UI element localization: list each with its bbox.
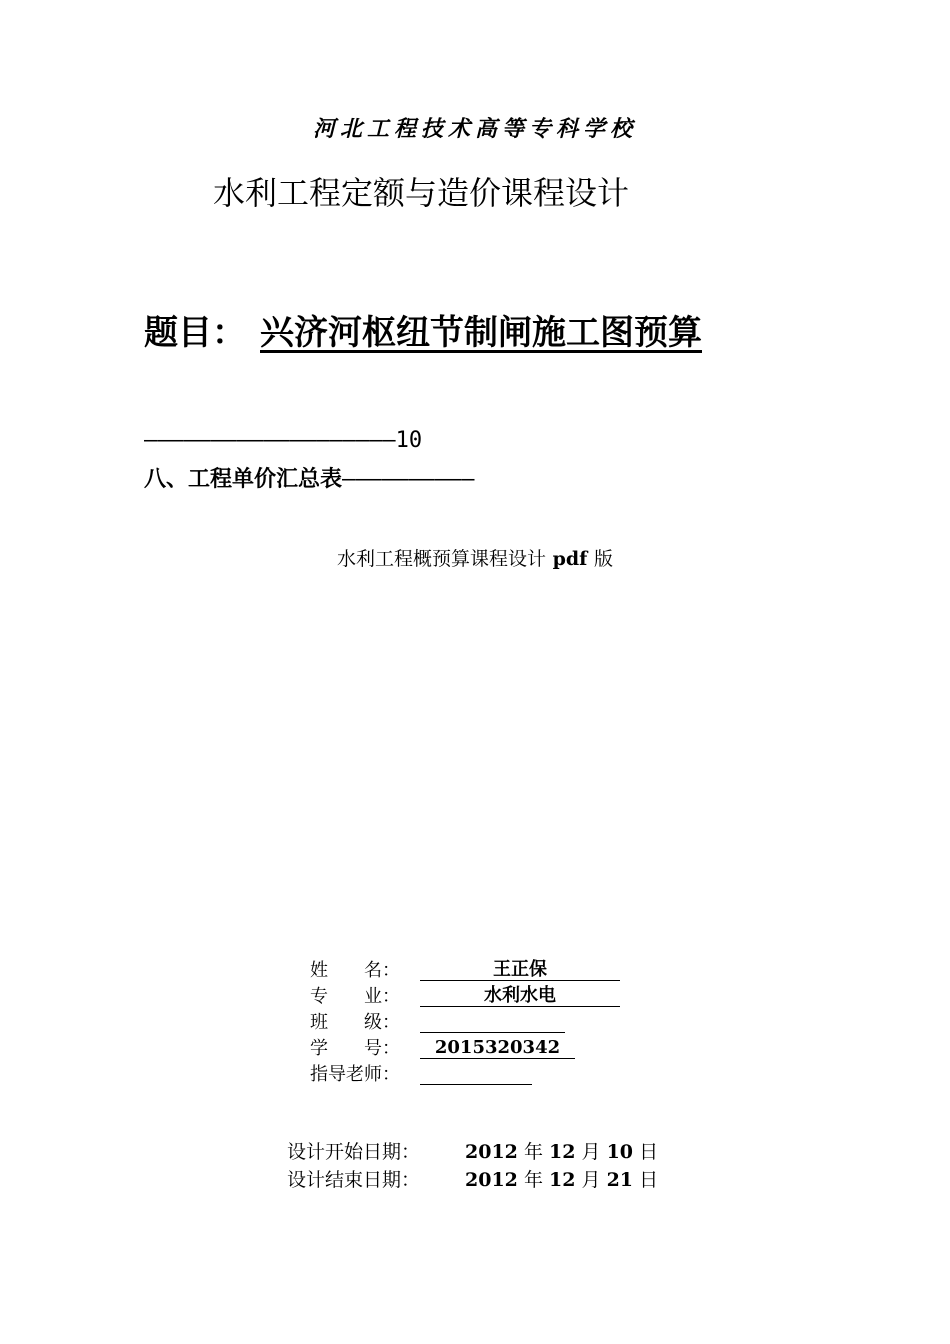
info-row-class: [310, 1010, 620, 1036]
info-label: 指导老师：: [310, 1064, 400, 1085]
info-label: 班 级：: [310, 1012, 400, 1033]
date-month-unit: 月: [581, 1169, 601, 1191]
info-label: 学 号：: [310, 1038, 400, 1059]
info-row-advisor: [310, 1062, 620, 1088]
info-value-class: [420, 1010, 565, 1033]
topic-label: 题目：: [144, 313, 246, 353]
toc-item-label: 八、工程单价汇总表: [144, 466, 343, 492]
info-value-major: 水利水电: [420, 984, 620, 1007]
subtitle-suffix: 版: [593, 548, 613, 570]
school-name: 河北工程技术高等专科学校: [312, 116, 637, 142]
toc-item-dashes: ——————————: [342, 467, 475, 492]
date-month-unit: 月: [581, 1141, 601, 1163]
course-title: 水利工程定额与造价课程设计: [213, 174, 630, 212]
info-label: 专 业：: [310, 986, 400, 1007]
subtitle-text: 水利工程概预算课程设计: [336, 548, 546, 570]
date-day-unit: 日: [639, 1169, 659, 1191]
info-label: 姓 名：: [310, 960, 400, 981]
date-label: 设计开始日期：: [287, 1141, 421, 1163]
date-value: [465, 1138, 658, 1166]
date-row-start: [287, 1138, 658, 1166]
info-row-name: [310, 958, 620, 984]
subtitle-pdf: pdf: [546, 548, 594, 570]
date-month: 12: [549, 1169, 576, 1191]
date-day-unit: 日: [639, 1141, 659, 1163]
date-year: 2012: [465, 1141, 518, 1163]
info-row-major: [310, 984, 620, 1010]
date-year-unit: 年: [523, 1141, 543, 1163]
date-month: 12: [549, 1141, 576, 1163]
info-value-student-id: 2015320342: [420, 1036, 575, 1059]
date-value: [465, 1166, 658, 1194]
subtitle: [0, 544, 950, 571]
toc-item-row: [144, 462, 474, 493]
date-label: 设计结束日期：: [287, 1169, 421, 1191]
date-row-end: [287, 1166, 658, 1194]
design-dates: [287, 1138, 658, 1194]
date-year-unit: 年: [523, 1169, 543, 1191]
student-info: [310, 958, 620, 1088]
info-value-advisor: [420, 1062, 532, 1085]
info-value-name: 王正保: [420, 958, 620, 981]
date-day: 10: [606, 1141, 634, 1163]
toc-dash-line: ———————————————————10: [144, 428, 423, 453]
date-day: 21: [606, 1169, 634, 1191]
info-row-student-id: [310, 1036, 620, 1062]
topic-value: 兴济河枢纽节制闸施工图预算: [260, 313, 702, 353]
date-year: 2012: [465, 1169, 518, 1191]
topic-row: [144, 305, 716, 354]
